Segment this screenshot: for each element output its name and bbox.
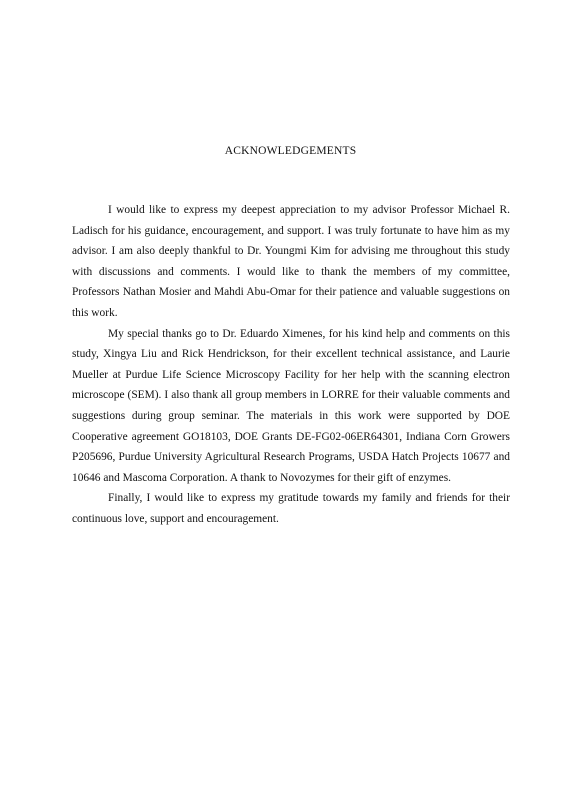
paragraph-advisors: I would like to express my deepest appreciation to my advisor Professor Michael R. Ladisch for his guidance, encouragement, and support. I was truly fortunate to have him as my advisor. I am also deeply thankful to Dr. Youngmi Kim for advising me throughout this study with discussions and comments. I would like to thank the members of my committee, Professors Nathan Mosier and Mahdi Abu-Omar for their patience and valuable suggestions on this work.: [72, 204, 510, 319]
paragraph-special-thanks: My special thanks go to Dr. Eduardo Ximenes, for his kind help and comments on this study, Xingya Liu and Rick Hendrickson, for their excellent technical assistance, and Laurie Mueller at Purdue Life Science Microscopy Facility for her help with the scanning electron microscope (SEM). I also thank all group members in LORRE for their valuable comments and suggestions during group seminar. The materials in this work were supported by DOE Cooperative agreement GO18103, DOE Grants DE-FG02-06ER64301, Indiana Corn Growers P205696, Purdue University Agricultural Research Programs, USDA Hatch Projects 10677 and 10646 and Mascoma Corporation. A thank to Novozymes for their gift of enzymes.: [72, 327, 510, 484]
acknowledgements-body: [72, 200, 510, 530]
page-title: ACKNOWLEDGEMENTS: [224, 145, 357, 157]
paragraph-family: Finally, I would like to express my gratitude towards my family and friends for their continuous love, support and encouragement.: [72, 492, 510, 525]
